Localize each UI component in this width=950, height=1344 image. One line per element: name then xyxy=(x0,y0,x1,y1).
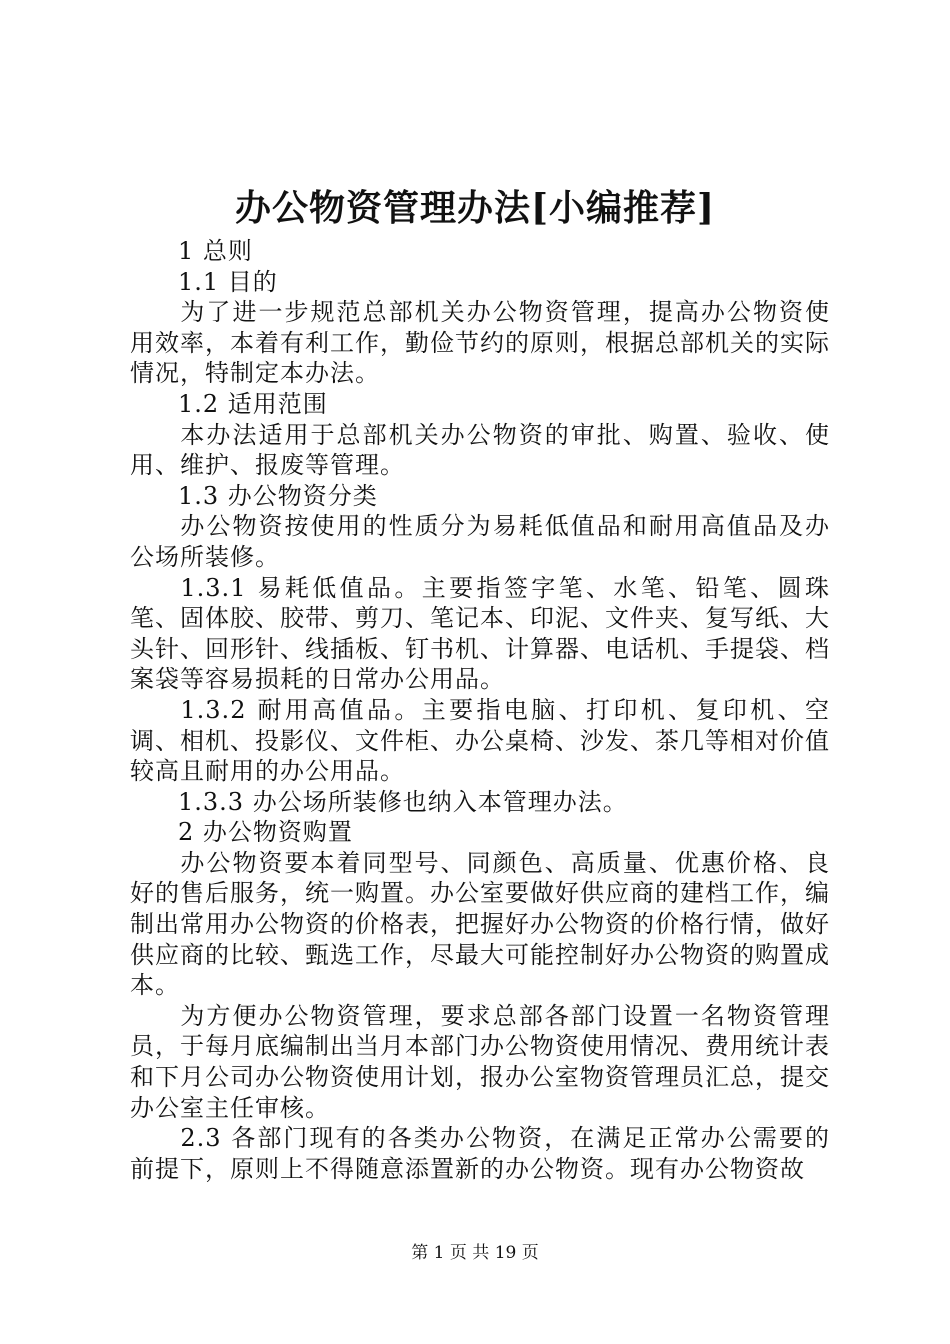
section-heading: 1.1 目的 xyxy=(178,267,278,296)
body-paragraph: 2.3 各部门现有的各类办公物资，在满足正常办公需要的前提下，原则上不得随意添置新的办公物资。现有办公物资故 xyxy=(130,1124,830,1183)
page-footer: 第 1 页 共 19 页 xyxy=(411,1243,539,1263)
document-body xyxy=(130,236,830,1184)
section-heading: 1.3 办公物资分类 xyxy=(178,481,378,510)
section-heading: 1.2 适用范围 xyxy=(178,389,328,418)
body-paragraph: 1.3.2 耐用高值品。主要指电脑、打印机、复印机、空调、相机、投影仪、文件柜、办公桌椅、沙发、茶几等相对价值较高且耐用的办公用品。 xyxy=(130,695,830,786)
body-paragraph: 为了进一步规范总部机关办公物资管理，提高办公物资使用效率，本着有利工作，勤俭节约的原则，根据总部机关的实际情况，特制定本办法。 xyxy=(130,298,830,388)
body-paragraph: 为方便办公物资管理，要求总部各部门设置一名物资管理员，于每月底编制出当月本部门办公物资使用情况、费用统计表和下月公司办公物资使用计划，报办公室物资管理员汇总，提交办公室主任审核。 xyxy=(130,1001,830,1122)
body-paragraph: 办公物资按使用的性质分为易耗低值品和耐用高值品及办公场所装修。 xyxy=(130,512,830,571)
document-title: 办公物资管理办法[小编推荐] xyxy=(234,187,716,229)
body-paragraph: 本办法适用于总部机关办公物资的审批、购置、验收、使用、维护、报废等管理。 xyxy=(130,420,830,480)
section-heading: 1 总则 xyxy=(178,237,253,265)
body-paragraph: 1.3.3 办公场所装修也纳入本管理办法。 xyxy=(178,787,628,816)
section-heading: 2 办公物资购置 xyxy=(178,818,353,847)
body-paragraph: 办公物资要本着同型号、同颜色、高质量、优惠价格、良好的售后服务，统一购置。办公室要做好供应商的建档工作，编制出常用办公物资的价格表，把握好办公物资的价格行情，做好供应商的比较、甄选工作，尽最大可能控制好办公物资的购置成本。 xyxy=(130,848,830,1000)
body-paragraph: 1.3.1 易耗低值品。主要指签字笔、水笔、铅笔、圆珠笔、固体胶、胶带、剪刀、笔记本、印泥、文件夹、复写纸、大头针、回形针、线插板、钉书机、计算器、电话机、手提袋、档案袋等容易损耗的日常办公用品。 xyxy=(130,573,830,694)
